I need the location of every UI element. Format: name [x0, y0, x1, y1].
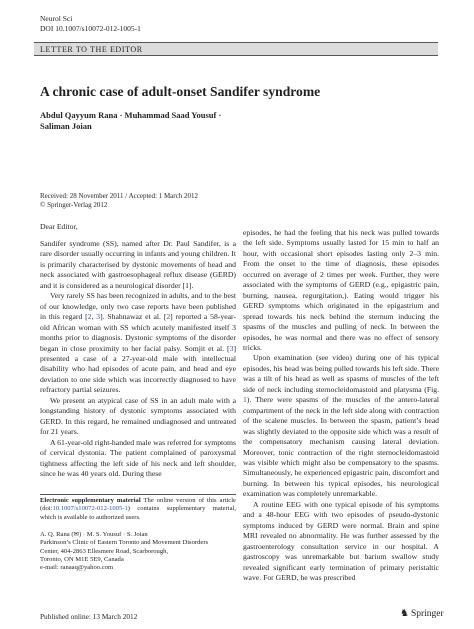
article-dates [40, 192, 198, 210]
paragraph: A 61-year-old right-handed male was referred for symptoms of cervical dystonia. The patient complained of paroxysmal tightness affecting the left side of his neck and left shoulder, since he was 40 years old. During these [40, 437, 236, 478]
left-column [40, 239, 236, 479]
authors-line-1: Abdul Qayyum Rana · Muhammad Saad Yousuf · [40, 110, 222, 120]
journal-doi: DOI 10.1007/s10072-012-1005-1 [40, 23, 141, 33]
published-online: Published online: 13 March 2012 [40, 612, 138, 621]
journal-header [40, 14, 141, 33]
reference-link[interactable]: 2 [166, 312, 171, 322]
paragraph: episodes, he had the feeling that his neck was pulled towards the left side. Symptoms usually lasted for 15 min to half an hour, with occasional short episodes lasting only 2–3 min. From the onset to the time of diagnosis, these episodes occurred on average of 2 times per week. Further, they were associated with the symptoms of GERD (e.g., epigastric pain, burning, nausea, regurgitation,). Eating would trigger his GERD symptoms which originated in the epigastrium and spread towards his neck behind the sternum inducing the spasms of the muscles and pulling of neck. In between the episodes, he was normal and there was no effect of sensory tricks. [243, 228, 439, 352]
right-column [243, 228, 439, 583]
paragraph: A routine EEG with one typical episode of his symptoms and a 48-hour EEG with two episodes of pseudo-dystonic symptoms induced by GERD were normal. Brain and spine MRI revealed no abnormality. He was further assessed by the gastroenterology consultation service in our hospital. A gastroscopy was unremarkable but barium swallow study revealed significant early termination of primary peristaltic wave. For GERD, he was prescribed [243, 499, 439, 582]
journal-name: Neurol Sci [40, 14, 73, 23]
reference-link[interactable]: 3 [229, 343, 234, 353]
reference-link[interactable]: 3 [96, 312, 101, 322]
address-line: Toronto, ON M1E 5E9, Canada [40, 555, 124, 563]
article-type-label: LETTER TO THE EDITOR [40, 44, 143, 54]
address-line: Center, 404-2863 Ellesmere Road, Scarborough, [40, 547, 169, 555]
email[interactable]: e-mail: ranaaq@yahoo.com [40, 564, 114, 572]
address-line: Parkinson’s Clinic of Eastern Toronto and Movement Disorders [40, 539, 209, 547]
figure-link[interactable]: 1 [243, 395, 247, 405]
article-title: A chronic case of adult-onset Sandifer syndrome [40, 84, 321, 99]
springer-horse-icon: ♞ [400, 608, 409, 619]
paragraph: Sandifer syndrome (SS), named after Dr. Paul Sandifer, is a rare disorder usually occurring in infants and young children. It is primarily characterised by dystonic movements of head and neck associated with gastroesophageal reflux disease (GERD) and it is considered as a neurological disorder [1]. [40, 239, 236, 290]
paragraph: We present an atypical case of SS in an adult male with a longstanding history of dystonic symptoms associated with GERD. In this regard, he remained undiagnosed and untreated for 21 years. [40, 395, 236, 437]
footnote-divider [40, 494, 236, 495]
publisher-name: Springer [410, 609, 444, 619]
esm-label: Electronic supplementary material [40, 497, 141, 504]
publisher-logo [400, 608, 444, 619]
salutation: Dear Editor, [40, 222, 78, 231]
supplementary-material-note: Electronic supplementary material The online version of this article (doi:10.1007/s10072-012-1005-1) contains supplementary material, which is available to authorized users. [40, 497, 236, 521]
copyright: © Springer-Verlag 2012 [40, 201, 108, 209]
article-type-banner [34, 42, 438, 56]
received-accepted: Received: 28 November 2011 / Accepted: 1 March 2012 [40, 192, 198, 200]
reference-link[interactable]: 2 [87, 312, 92, 322]
author-address [40, 531, 236, 572]
authors-line-2: Saliman Joian [40, 121, 92, 131]
paragraph: Upon examination (see video) during one of his typical episodes, his head was being pulled towards his left side. There was a tilt of his head as well as spasms of muscles of the left side of neck including sternocleidomastoid and platysma (Fig. 1). There were spasms of the muscles of the antero-lateral compartment of the neck in the left side along with contraction of the scalene muscles. In between the spasm, patient’s head was slightly deviated to the opposite side which was a result of the compensatory mechanism causing lateral deviation. Moreover, tonic contraction of the right sternocleidomastoid was visible which might also be compensatory to the spasms. Simultaneously, he experienced epigastric pain, discomfort and burning. In between his typical episodes, his neurological examination was completely unremarkable. [243, 353, 439, 499]
author-list [40, 110, 221, 132]
doi-link[interactable]: 10.1007/s10072-012-1005-1 [52, 505, 128, 513]
paragraph: Very rarely SS has been recognized in adults, and to the best of our knowledge, only two case reports have been published in this regard [2, 3]. Shahnawaz et al. [2] reported a 58-year-old African woman with SS which acutely manifested itself 3 months prior to diagnosis. Dystonic symptoms of the disorder began in close proximity to her facial palsy. Somjit et al. [3] presented a case of a 27-year-old male with intellectual disability who had episodes of acute pain, and head and eye deviation to one side which was incorrectly diagnosed to have refractory partial seizures. [40, 291, 236, 395]
address-names: A. Q. Rana (✉) · M. S. Yousuf · S. Joian [40, 531, 148, 538]
